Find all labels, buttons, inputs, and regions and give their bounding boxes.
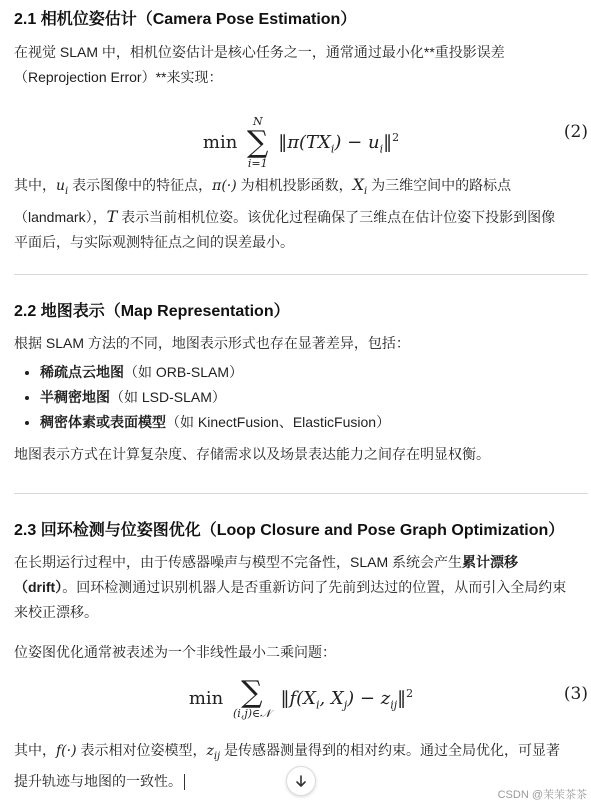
map-type-list xyxy=(14,360,591,435)
list-item: • 半稠密地图（如 LSD-SLAM） xyxy=(40,385,591,410)
equation-2 xyxy=(14,104,588,170)
text-line: （Reprojection Error）**来实现： xyxy=(14,69,223,85)
sum-lower-limit: i=1 xyxy=(247,157,268,170)
watermark: CSDN @茉茉茶茶 xyxy=(497,789,587,801)
sum-lower-limit: (i,j)∈𝒩 xyxy=(233,707,271,720)
section-2-1-heading: 2.1 相机位姿估计（Camera Pose Estimation） xyxy=(14,11,357,28)
equation-term: $‖f(X_i$, $X_j$) − $z_{ij}‖^2$ xyxy=(280,687,414,712)
section-2-2-heading: 2.2 地图表示（Map Representation） xyxy=(14,303,290,320)
min-operator: min xyxy=(188,688,224,709)
equation-body xyxy=(14,675,588,720)
equation-term: $‖\pi(TX_i)$ − $u_i‖^2$ xyxy=(278,131,400,156)
section-2-2-outro: 地图表示方式在计算复杂度、存储需求以及场景表达能力之间存在明显权衡。 xyxy=(14,446,490,462)
equation-3 xyxy=(14,666,588,726)
section-2-3-heading: 2.3 回环检测与位姿图优化（Loop Closure and Pose Graph Optimization） xyxy=(14,522,565,539)
section-2-1-para-2: 其中，$u_i$ 表示图像中的特征点，π(·) 为相机投影函数，$X_i$ 为三维空间中的路标点 （landmark），T 表示当前相机位姿。该优化过程确保了三维点在估计位姿下投影到图像 平面后，与实际观测特征点之间的误差最小。 xyxy=(14,175,556,250)
section-2-3-para-1: 在长期运行过程中，由于传感器噪声与模型不完备性，SLAM 系统会产生累计漂移 （drift）。回环检测通过识别机器人是否重新访问了先前到达过的位置，从而引入全局约束 来校正漂移。 xyxy=(14,554,567,620)
text-line: 在视觉 SLAM 中，相机位姿估计是核心任务之一，通常通过最小化**重投影误差 xyxy=(14,44,505,60)
section-2-1-para-1 xyxy=(14,40,588,90)
min-operator: min xyxy=(202,132,238,153)
equation-body xyxy=(14,116,588,170)
scroll-down-button[interactable] xyxy=(286,766,316,796)
list-item: • 稠密体素或表面模型（如 KinectFusion、ElasticFusion） xyxy=(40,410,591,435)
section-divider xyxy=(14,274,588,275)
section-divider xyxy=(14,493,588,494)
sum-upper-limit: N xyxy=(252,115,263,128)
section-2-2-intro: 根据 SLAM 方法的不同，地图表示形式也存在显著差异，包括： xyxy=(14,335,410,351)
equation-number: (2) xyxy=(563,122,588,142)
sum-operator xyxy=(247,116,268,170)
list-item: • 稀疏点云地图（如 ORB-SLAM） xyxy=(40,360,591,385)
sigma-symbol: ∑ xyxy=(247,125,269,160)
sum-operator xyxy=(233,675,271,720)
section-2-3-para-2: 位姿图优化通常被表述为一个非线性最小二乘问题： xyxy=(14,644,336,660)
section-2-3-para-3: 其中，f(·) 表示相对位姿模型，$z_{ij}$ 是传感器测量得到的相对约束。通过全局优化，可显著 提升轨迹与地图的一致性。 xyxy=(14,742,561,789)
equation-number: (3) xyxy=(563,684,588,704)
arrow-down-icon xyxy=(294,774,308,788)
text-cursor xyxy=(184,774,185,790)
sigma-symbol: ∑ xyxy=(241,675,263,710)
